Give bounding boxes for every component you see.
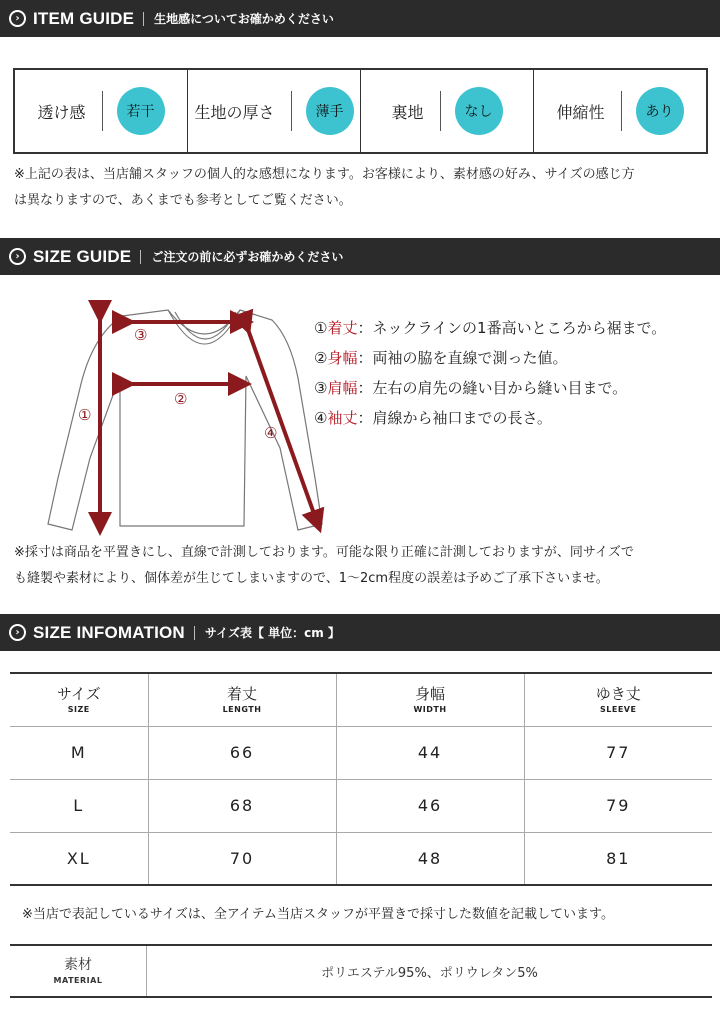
header-width: 身幅 WIDTH	[336, 673, 524, 726]
item-guide-title: ITEM GUIDE	[33, 8, 135, 28]
material-label: 素材 MATERIAL	[10, 946, 147, 996]
size-guide-header	[0, 238, 720, 275]
measurement-definitions	[314, 316, 666, 436]
table-row: L 68 46 79	[10, 779, 712, 832]
attribute-badge: なし	[455, 87, 503, 135]
marker-1: ①	[78, 406, 92, 424]
attribute-label: 裏地	[391, 102, 424, 122]
definition-shoulder: ③肩幅：左右の肩先の縫い目から縫い目まで。	[314, 379, 628, 397]
header-size: サイズ SIZE	[10, 673, 148, 726]
size-guide-subtitle: ご注文の前に必ずお確かめください	[151, 250, 344, 264]
definition-sleeve: ④袖丈：肩線から袖口までの長さ。	[314, 409, 552, 427]
table-row: M 66 44 77	[10, 726, 712, 779]
attribute-badge: 若干	[117, 87, 165, 135]
fabric-attributes-box	[13, 68, 708, 154]
attribute-sheerness	[15, 70, 188, 152]
attribute-label: 伸縮性	[556, 102, 605, 122]
attribute-badge: 薄手	[306, 87, 354, 135]
material-row	[10, 944, 712, 998]
item-guide-subtitle: 生地感についてお確かめください	[154, 12, 334, 26]
size-info-header	[0, 614, 720, 651]
definition-length: ①着丈：ネックラインの1番高いところから裾まで。	[314, 319, 667, 337]
divider	[194, 626, 195, 640]
marker-4: ④	[264, 424, 278, 442]
header-length: 着丈 LENGTH	[148, 673, 336, 726]
header-sleeve: ゆき丈 SLEEVE	[524, 673, 712, 726]
size-table	[10, 672, 712, 886]
definition-width: ②身幅：両袖の脇を直線で測った値。	[314, 349, 568, 367]
divider	[143, 12, 144, 26]
chevron-right-icon: ›	[9, 10, 26, 27]
divider	[140, 250, 141, 264]
marker-3: ③	[134, 326, 148, 344]
attribute-thickness	[188, 70, 361, 152]
chevron-right-icon: ›	[9, 248, 26, 265]
item-guide-note: ※上記の表は、当店舗スタッフの個人的な感想になります。お客様により、素材感の好み、サイズの感じ方 は異なりますので、あくまでも参考としてご覧ください。	[14, 167, 635, 208]
size-info-title: SIZE INFOMATION	[33, 622, 185, 642]
size-info-subtitle: サイズ表【 単位：cm 】	[204, 626, 340, 640]
item-guide-header	[0, 0, 720, 37]
size-info-note: ※当店で表記しているサイズは、全アイテム当店スタッフが平置きで採寸した数値を記載しています。	[22, 907, 614, 922]
attribute-label: 透け感	[37, 102, 86, 122]
material-value: ポリエステル95%、ポリウレタン5%	[321, 965, 538, 981]
table-header-row	[10, 673, 712, 726]
attribute-badge: あり	[636, 87, 684, 135]
chevron-right-icon: ›	[9, 624, 26, 641]
table-row: XL 70 48 81	[10, 832, 712, 885]
attribute-stretch	[534, 70, 706, 152]
size-guide-title: SIZE GUIDE	[33, 246, 132, 266]
sleeve-arrow	[246, 324, 317, 522]
marker-2: ②	[174, 390, 188, 408]
attribute-lining	[361, 70, 534, 152]
shirt-measurement-diagram	[40, 298, 330, 538]
size-guide-note: ※採寸は商品を平置きにし、直線で計測しております。可能な限り正確に計測しておりますが、同サイズで も縫製や素材により、個体差が生じてしまいますので、1〜2cm程度の誤差は予めご了承下さいませ。	[14, 545, 634, 586]
attribute-label: 生地の厚さ	[194, 102, 275, 122]
